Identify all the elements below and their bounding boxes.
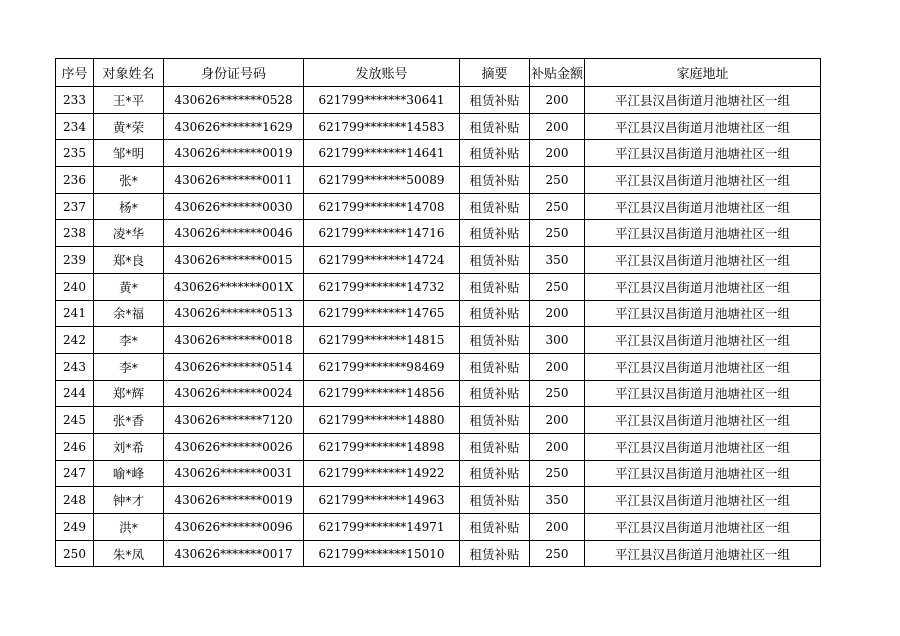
cell-id-number: 430626*******0017 (164, 540, 304, 567)
cell-name: 张*香 (94, 407, 164, 434)
cell-account: 621799*******14732 (304, 273, 460, 300)
table-row (56, 380, 821, 407)
cell-amount: 300 (530, 327, 585, 354)
cell-amount: 200 (530, 113, 585, 140)
cell-index: 245 (56, 407, 94, 434)
cell-address: 平江县汉昌街道月池塘社区一组 (585, 407, 821, 434)
cell-summary: 租赁补贴 (460, 193, 530, 220)
cell-amount: 200 (530, 353, 585, 380)
cell-amount: 250 (530, 540, 585, 567)
cell-account: 621799*******14898 (304, 433, 460, 460)
header-id-number: 身份证号码 (164, 59, 304, 87)
cell-index: 250 (56, 540, 94, 567)
cell-index: 236 (56, 167, 94, 194)
table-row (56, 514, 821, 541)
cell-amount: 200 (530, 433, 585, 460)
cell-amount: 200 (530, 140, 585, 167)
cell-account: 621799*******14971 (304, 514, 460, 541)
cell-amount: 250 (530, 193, 585, 220)
cell-id-number: 430626*******0030 (164, 193, 304, 220)
cell-id-number: 430626*******1629 (164, 113, 304, 140)
table-row (56, 140, 821, 167)
cell-summary: 租赁补贴 (460, 514, 530, 541)
cell-index: 237 (56, 193, 94, 220)
cell-index: 235 (56, 140, 94, 167)
cell-name: 王*平 (94, 87, 164, 114)
cell-index: 246 (56, 433, 94, 460)
table-row (56, 220, 821, 247)
cell-account: 621799*******14724 (304, 247, 460, 274)
cell-address: 平江县汉昌街道月池塘社区一组 (585, 353, 821, 380)
cell-amount: 200 (530, 87, 585, 114)
cell-address: 平江县汉昌街道月池塘社区一组 (585, 273, 821, 300)
cell-name: 黄*荣 (94, 113, 164, 140)
cell-summary: 租赁补贴 (460, 247, 530, 274)
table-row (56, 300, 821, 327)
subsidy-table (55, 58, 821, 567)
cell-name: 李* (94, 353, 164, 380)
cell-account: 621799*******50089 (304, 167, 460, 194)
cell-summary: 租赁补贴 (460, 487, 530, 514)
cell-index: 240 (56, 273, 94, 300)
table-row (56, 247, 821, 274)
cell-summary: 租赁补贴 (460, 87, 530, 114)
cell-index: 247 (56, 460, 94, 487)
cell-amount: 200 (530, 514, 585, 541)
table-row (56, 273, 821, 300)
cell-name: 郑*良 (94, 247, 164, 274)
cell-id-number: 430626*******0026 (164, 433, 304, 460)
cell-account: 621799*******14856 (304, 380, 460, 407)
cell-name: 朱*凤 (94, 540, 164, 567)
cell-index: 249 (56, 514, 94, 541)
cell-account: 621799*******14922 (304, 460, 460, 487)
header-name: 对象姓名 (94, 59, 164, 87)
cell-address: 平江县汉昌街道月池塘社区一组 (585, 300, 821, 327)
cell-amount: 200 (530, 300, 585, 327)
cell-summary: 租赁补贴 (460, 113, 530, 140)
cell-address: 平江县汉昌街道月池塘社区一组 (585, 380, 821, 407)
cell-amount: 200 (530, 407, 585, 434)
cell-account: 621799*******14641 (304, 140, 460, 167)
cell-id-number: 430626*******0015 (164, 247, 304, 274)
cell-account: 621799*******15010 (304, 540, 460, 567)
cell-address: 平江县汉昌街道月池塘社区一组 (585, 487, 821, 514)
cell-id-number: 430626*******0024 (164, 380, 304, 407)
table-row (56, 113, 821, 140)
cell-index: 243 (56, 353, 94, 380)
table-row (56, 460, 821, 487)
cell-id-number: 430626*******7120 (164, 407, 304, 434)
cell-index: 234 (56, 113, 94, 140)
header-address: 家庭地址 (585, 59, 821, 87)
cell-index: 242 (56, 327, 94, 354)
cell-index: 241 (56, 300, 94, 327)
cell-address: 平江县汉昌街道月池塘社区一组 (585, 247, 821, 274)
cell-index: 239 (56, 247, 94, 274)
cell-name: 李* (94, 327, 164, 354)
cell-id-number: 430626*******0018 (164, 327, 304, 354)
cell-index: 233 (56, 87, 94, 114)
cell-id-number: 430626*******0019 (164, 140, 304, 167)
header-row (56, 59, 821, 87)
header-index: 序号 (56, 59, 94, 87)
cell-summary: 租赁补贴 (460, 167, 530, 194)
cell-amount: 250 (530, 380, 585, 407)
cell-id-number: 430626*******001X (164, 273, 304, 300)
table-row (56, 327, 821, 354)
cell-summary: 租赁补贴 (460, 300, 530, 327)
cell-amount: 250 (530, 167, 585, 194)
header-account: 发放账号 (304, 59, 460, 87)
cell-address: 平江县汉昌街道月池塘社区一组 (585, 514, 821, 541)
cell-address: 平江县汉昌街道月池塘社区一组 (585, 327, 821, 354)
table-row (56, 407, 821, 434)
table-row (56, 433, 821, 460)
cell-index: 244 (56, 380, 94, 407)
cell-summary: 租赁补贴 (460, 327, 530, 354)
cell-name: 洪* (94, 514, 164, 541)
cell-account: 621799*******14963 (304, 487, 460, 514)
cell-name: 邹*明 (94, 140, 164, 167)
cell-index: 238 (56, 220, 94, 247)
table-row (56, 87, 821, 114)
cell-name: 钟*才 (94, 487, 164, 514)
cell-address: 平江县汉昌街道月池塘社区一组 (585, 87, 821, 114)
cell-id-number: 430626*******0019 (164, 487, 304, 514)
header-amount: 补贴金额 (530, 59, 585, 87)
table-row (56, 193, 821, 220)
cell-address: 平江县汉昌街道月池塘社区一组 (585, 220, 821, 247)
cell-account: 621799*******14708 (304, 193, 460, 220)
cell-id-number: 430626*******0031 (164, 460, 304, 487)
cell-id-number: 430626*******0528 (164, 87, 304, 114)
cell-name: 余*福 (94, 300, 164, 327)
cell-summary: 租赁补贴 (460, 460, 530, 487)
cell-address: 平江县汉昌街道月池塘社区一组 (585, 113, 821, 140)
table-row (56, 353, 821, 380)
cell-name: 张* (94, 167, 164, 194)
cell-account: 621799*******14583 (304, 113, 460, 140)
cell-id-number: 430626*******0096 (164, 514, 304, 541)
cell-name: 喻*峰 (94, 460, 164, 487)
cell-address: 平江县汉昌街道月池塘社区一组 (585, 460, 821, 487)
cell-amount: 250 (530, 460, 585, 487)
cell-address: 平江县汉昌街道月池塘社区一组 (585, 140, 821, 167)
cell-amount: 350 (530, 487, 585, 514)
cell-summary: 租赁补贴 (460, 220, 530, 247)
cell-account: 621799*******14815 (304, 327, 460, 354)
cell-address: 平江县汉昌街道月池塘社区一组 (585, 193, 821, 220)
cell-amount: 250 (530, 273, 585, 300)
cell-id-number: 430626*******0046 (164, 220, 304, 247)
cell-amount: 250 (530, 220, 585, 247)
cell-index: 248 (56, 487, 94, 514)
cell-summary: 租赁补贴 (460, 140, 530, 167)
table-row (56, 540, 821, 567)
cell-id-number: 430626*******0513 (164, 300, 304, 327)
cell-address: 平江县汉昌街道月池塘社区一组 (585, 433, 821, 460)
cell-summary: 租赁补贴 (460, 273, 530, 300)
table-row (56, 167, 821, 194)
cell-summary: 租赁补贴 (460, 353, 530, 380)
cell-summary: 租赁补贴 (460, 433, 530, 460)
cell-summary: 租赁补贴 (460, 540, 530, 567)
cell-summary: 租赁补贴 (460, 380, 530, 407)
cell-name: 黄* (94, 273, 164, 300)
cell-name: 凌*华 (94, 220, 164, 247)
cell-account: 621799*******98469 (304, 353, 460, 380)
cell-account: 621799*******14765 (304, 300, 460, 327)
cell-account: 621799*******14716 (304, 220, 460, 247)
cell-name: 刘*希 (94, 433, 164, 460)
cell-name: 杨* (94, 193, 164, 220)
cell-account: 621799*******30641 (304, 87, 460, 114)
cell-address: 平江县汉昌街道月池塘社区一组 (585, 167, 821, 194)
cell-address: 平江县汉昌街道月池塘社区一组 (585, 540, 821, 567)
table-row (56, 487, 821, 514)
cell-account: 621799*******14880 (304, 407, 460, 434)
cell-summary: 租赁补贴 (460, 407, 530, 434)
cell-name: 郑*辉 (94, 380, 164, 407)
cell-id-number: 430626*******0514 (164, 353, 304, 380)
header-summary: 摘要 (460, 59, 530, 87)
cell-id-number: 430626*******0011 (164, 167, 304, 194)
cell-amount: 350 (530, 247, 585, 274)
